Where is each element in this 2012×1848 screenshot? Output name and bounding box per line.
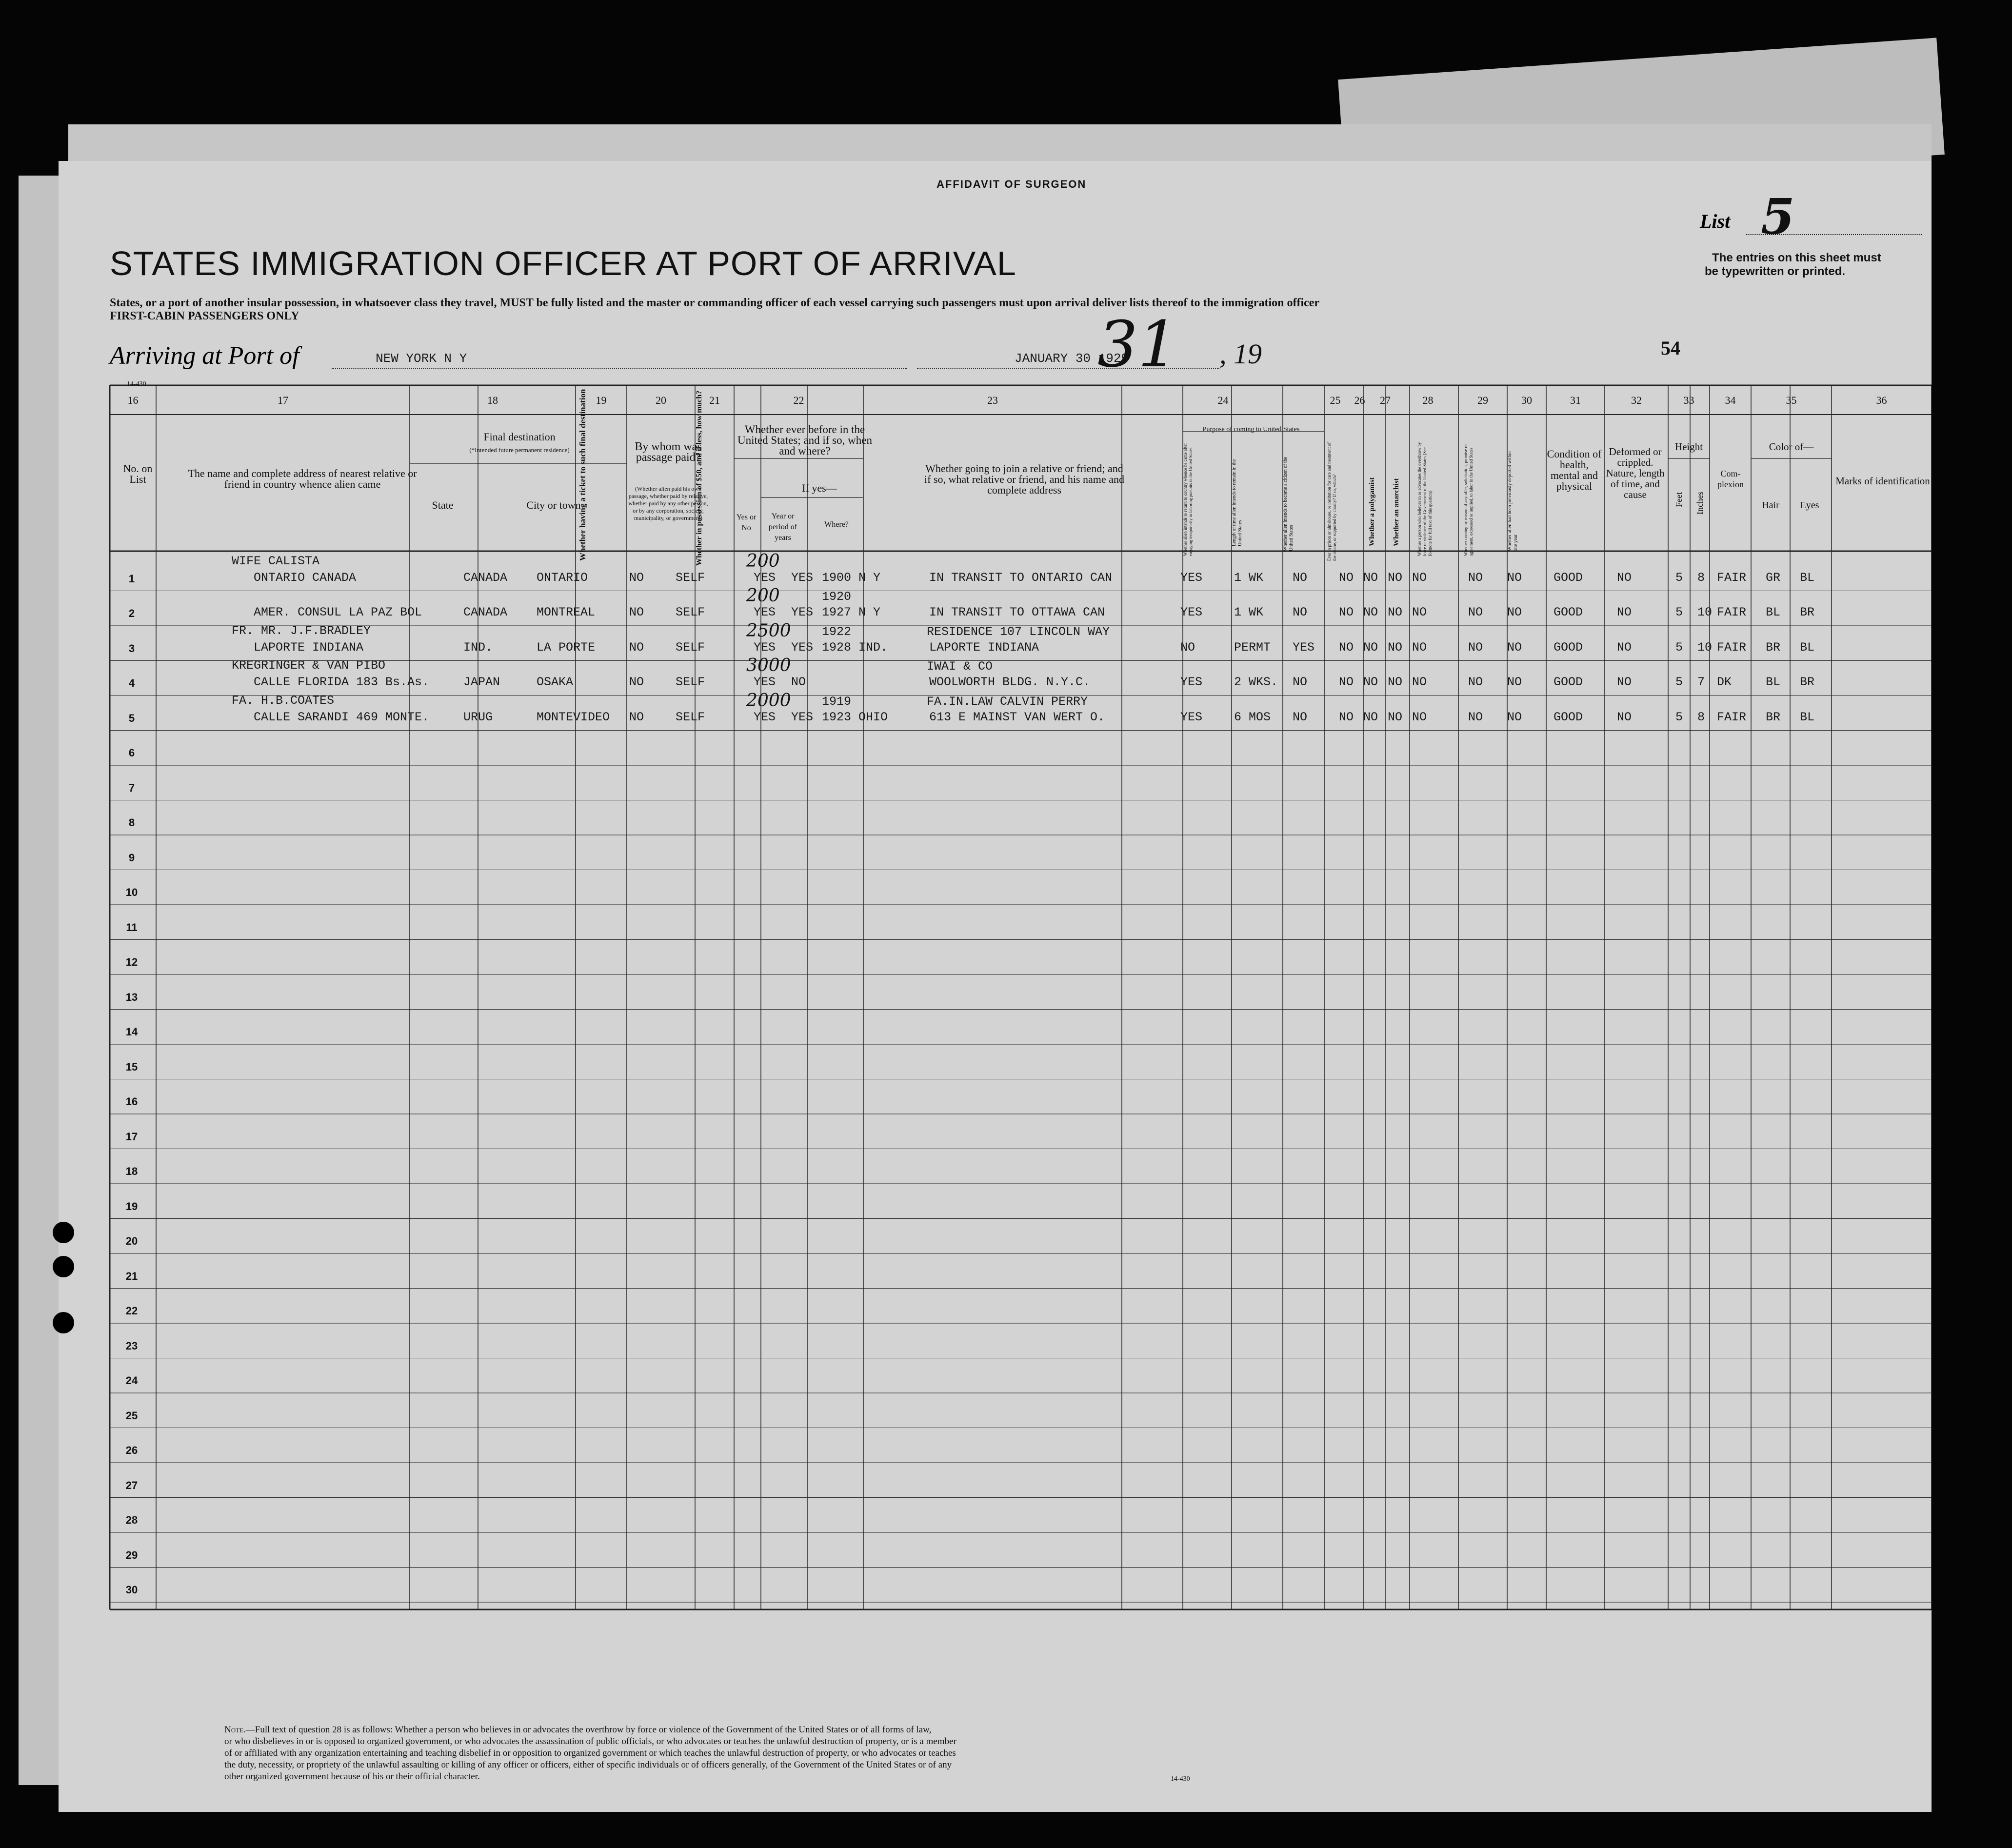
cell-join-2: IN TRANSIT TO OTTAWA CAN [929, 605, 1105, 619]
row-number: 1 [128, 572, 135, 585]
footnote-text-4: the duty, necessity, or propriety of the unlawful assaulting or killing of any officer or officers, either of specific individuals or of officers generally, of the Government of the United States or of any [224, 1760, 952, 1770]
cell-complexion: DK [1717, 675, 1732, 689]
page-title: STATES IMMIGRATION OFFICER AT PORT OF ARRIVAL [110, 244, 1016, 282]
hdr-purpose-c: Whether alien intends to become a citizen of the United States [1283, 457, 1294, 551]
cell-money-handwritten: 200 [746, 586, 780, 606]
row-number: 23 [125, 1339, 138, 1352]
cell-c28: NO [1412, 640, 1427, 655]
cell-p-a: YES [1180, 605, 1203, 619]
hdr-purpose-b: Length of time alien intends to remain in the United States [1232, 459, 1243, 546]
cell-c29: NO [1468, 605, 1483, 619]
cell-year: 1928 [822, 640, 852, 655]
cell-paid: SELF [676, 570, 705, 585]
cell-c30: NO [1507, 640, 1522, 655]
binder-hole [53, 1222, 74, 1243]
row-number: 21 [125, 1270, 138, 1282]
cell-ticket: NO [629, 640, 644, 655]
cell-p-a: YES [1180, 675, 1203, 689]
hdr-money: Whether in possession of $50, and if less, how much? [695, 390, 703, 566]
cell-eyes: BL [1800, 570, 1815, 585]
cell-c25: NO [1339, 570, 1354, 585]
cell-c27: NO [1388, 675, 1403, 689]
column-number: 20 [656, 394, 666, 406]
hdr-by-whom-note: (Whether alien paid his own passage, whether paid by relative, whether paid by any other person, or by any corporation, society, municipality, or government) [628, 485, 708, 521]
cell-city: ONTARIO [537, 570, 588, 585]
cell-year: 1923 [822, 710, 852, 724]
hdr-polygamist: Whether a polygamist [1368, 477, 1376, 546]
list-label: List [1700, 210, 1731, 232]
list-number: 5 [1761, 188, 1795, 245]
cell-money-handwritten: 3000 [746, 656, 791, 676]
hdr-city: City or town [526, 499, 581, 511]
cell-inches: 8 [1697, 710, 1705, 724]
cell-before: YES [791, 710, 814, 724]
cell-p-c: NO [1293, 605, 1308, 619]
cell-relative-1: WIFE CALISTA [232, 554, 320, 568]
row-number: 9 [128, 851, 135, 864]
footnote-text-1: —Full text of question 28 is as follows: Whether a person who believes in or advocates the overthrow by force or violence of the Government of the United States or of all forms of law, [245, 1725, 932, 1735]
cell-ticket: NO [629, 605, 644, 619]
column-number: 30 [1521, 394, 1532, 406]
cell-inches: 10 [1697, 605, 1713, 619]
row-number: 2 [128, 607, 135, 619]
cell-p-a: YES [1180, 570, 1203, 585]
footnote-text-3: of or affiliated with any organization entertaining and teaching disbelief in or opposition to organized government or which teaches the unlawful destruction of property, or who advocates or teaches [224, 1748, 956, 1758]
column-number: 26 [1354, 394, 1365, 406]
hdr-marks: Marks of identification [1835, 475, 1930, 487]
cell-join-2: IN TRANSIT TO ONTARIO CAN [929, 570, 1113, 585]
date-underline [917, 368, 1219, 369]
cell-state: CANADA [463, 570, 508, 585]
instruction-text: States, or a port of another insular possession, in whatsoever class they travel, MUST be fully listed and the master or commanding officer of each vessel carrying such passengers must upon arrival deliver lists thereof to the immigration officer [110, 297, 1320, 309]
cell-complexion: FAIR [1717, 710, 1747, 724]
hdr-final-destination-note: (*Intended future permanent residence) [469, 446, 570, 454]
column-number: 33 [1683, 394, 1694, 406]
row-number: 25 [125, 1409, 138, 1422]
column-number: 17 [278, 394, 288, 406]
cell-c30: NO [1507, 570, 1522, 585]
hdr-where: Where? [824, 520, 849, 529]
typewritten-note-1: The entries on this sheet must [1712, 251, 1881, 264]
footnote [224, 1724, 956, 1783]
cell-hair: BL [1766, 605, 1781, 619]
cell-inches: 7 [1697, 675, 1705, 689]
cell-paid: SELF [676, 710, 705, 724]
cell-c25: NO [1339, 605, 1354, 619]
cell-paid: SELF [676, 675, 705, 689]
cell-c29: NO [1468, 570, 1483, 585]
cell-deformed: NO [1617, 710, 1632, 724]
cell-p-b: 1 WK [1234, 605, 1264, 619]
cell-feet: 5 [1675, 710, 1683, 724]
row-number: 22 [125, 1305, 138, 1317]
cell-where: OHIO [858, 710, 888, 724]
cell-eyes: BR [1800, 605, 1815, 619]
row-number: 18 [125, 1165, 138, 1177]
row-number: 7 [128, 781, 135, 794]
cell-c26: NO [1363, 640, 1378, 655]
cell-p-b: 6 MOS [1234, 710, 1271, 724]
row-number: 15 [125, 1060, 138, 1073]
cell-ticket: NO [629, 570, 644, 585]
row-number: 13 [125, 991, 138, 1003]
cell-money: YES [754, 675, 776, 689]
column-number: 25 [1330, 394, 1341, 406]
cell-eyes: BL [1800, 710, 1815, 724]
cell-city: LA PORTE [537, 640, 596, 655]
cell-where: IND. [858, 640, 888, 655]
column-number: 36 [1876, 394, 1887, 406]
row-number: 17 [125, 1130, 138, 1143]
row-number: 28 [125, 1514, 138, 1526]
cell-hair: BR [1766, 710, 1781, 724]
column-number: 28 [1422, 394, 1434, 406]
cell-ticket: NO [629, 675, 644, 689]
cell-p-c: NO [1293, 570, 1308, 585]
cell-p-b: PERMT [1234, 640, 1271, 655]
cell-c26: NO [1363, 710, 1378, 724]
row-number: 8 [128, 816, 135, 829]
list-underline [1746, 234, 1922, 235]
form-number-bottom: 14-430 [1171, 1775, 1190, 1783]
cell-before: YES [791, 570, 814, 585]
table-grid [59, 161, 1932, 1812]
column-number: 16 [127, 394, 139, 406]
cell-join-2: WOOLWORTH BLDG. N.Y.C. [929, 675, 1091, 689]
column-number: 21 [709, 394, 720, 406]
footnote-label: Note. [224, 1725, 246, 1735]
hdr-if-yes: If yes— [802, 482, 837, 494]
hdr-inches: Inches [1695, 492, 1705, 515]
row-number: 24 [125, 1374, 138, 1387]
cell-money: YES [754, 570, 776, 585]
cell-where: N Y [858, 570, 881, 585]
cell-relative-2: AMER. CONSUL LA PAZ BOL [254, 605, 422, 619]
cell-city: MONTEVIDEO [537, 710, 610, 724]
cell-eyes: BR [1800, 675, 1815, 689]
form-number-top: 14-430 [127, 380, 146, 388]
row-number: 5 [128, 712, 135, 724]
cell-c27: NO [1388, 640, 1403, 655]
row-number: 29 [125, 1549, 138, 1561]
row-number: 4 [128, 677, 135, 689]
cell-c28: NO [1412, 605, 1427, 619]
footnote-text-2: or who disbelieves in or is opposed to organized government, or who advocates the assassination of public officials, or who advocates or teaches the unlawful destruction of property, or is a member [224, 1736, 956, 1747]
cell-p-a: NO [1180, 640, 1195, 655]
cell-deformed: NO [1617, 640, 1632, 655]
row-number: 6 [128, 747, 135, 759]
cell-relative-1: FA. H.B.COATES [232, 693, 335, 708]
hdr-hair: Hair [1762, 500, 1779, 511]
row-number: 11 [126, 921, 138, 934]
cell-complexion: FAIR [1717, 605, 1747, 619]
cell-health: GOOD [1554, 675, 1583, 689]
column-number: 24 [1217, 394, 1229, 406]
cell-city: MONTREAL [537, 605, 596, 619]
cell-p-c: NO [1293, 675, 1308, 689]
hdr-by-whom: By whom was passage paid? [635, 440, 702, 464]
cell-p-b: 1 WK [1234, 570, 1264, 585]
cell-join-2: LAPORTE INDIANA [929, 640, 1039, 655]
cell-hair: BL [1766, 675, 1781, 689]
cell-relative-1: KREGRINGER & VAN PIBO [232, 658, 386, 673]
cell-c25: NO [1339, 710, 1354, 724]
hdr-relative: The name and complete address of nearest relative or friend in country whence alien came [188, 467, 417, 490]
column-number: 23 [987, 394, 998, 406]
cell-c29: NO [1468, 640, 1483, 655]
hdr-ticket: Whether having a ticket to such final destination [578, 389, 587, 561]
cell-feet: 5 [1675, 570, 1683, 585]
cell-inches: 10 [1697, 640, 1713, 655]
row-number: 20 [125, 1235, 138, 1247]
cell-complexion: FAIR [1717, 640, 1747, 655]
cell-c26: NO [1363, 605, 1378, 619]
row-number: 12 [125, 956, 138, 968]
cell-state: IND. [463, 640, 493, 655]
arrival-date: JANUARY 30 1929 [1015, 351, 1129, 366]
row-number: 30 [125, 1584, 138, 1596]
cell-c26: NO [1363, 675, 1378, 689]
cell-health: GOOD [1554, 605, 1583, 619]
cell-join-2: 613 E MAINST VAN WERT O. [929, 710, 1105, 724]
cell-c26: NO [1363, 570, 1378, 585]
cell-c29: NO [1468, 675, 1483, 689]
hdr-health: Condition of health, mental and physical [1547, 448, 1602, 492]
hdr-height: Height [1674, 441, 1703, 453]
cell-money-handwritten: 2000 [746, 690, 791, 711]
binder-hole [53, 1256, 74, 1277]
affidavit-heading: AFFIDAVIT OF SURGEON [936, 178, 1087, 190]
arriving-label: Arriving at Port of [110, 342, 299, 370]
cell-money-handwritten: 2500 [746, 620, 791, 641]
sheet-number: 54 [1661, 337, 1680, 359]
cell-year-1: 1919 [822, 694, 852, 709]
column-number: 27 [1380, 394, 1391, 406]
cell-relative-1: FR. MR. J.F.BRADLEY [232, 623, 371, 638]
cell-join-1: FA.IN.LAW CALVIN PERRY [927, 694, 1088, 709]
cell-money: YES [754, 710, 776, 724]
cell-complexion: FAIR [1717, 570, 1747, 585]
hdr-complexion: Com-plexion [1717, 469, 1744, 489]
cell-before: YES [791, 640, 814, 655]
cell-feet: 5 [1675, 605, 1683, 619]
hdr-q29: Whether coming by reason of any offer, solicitation, promise or agreement, expressed or implied, to labor in the United States [1463, 444, 1474, 556]
hdr-no-on-list: No. on List [123, 462, 153, 485]
hdr-join-relative: Whether going to join a relative or friend; and if so, what relative or friend, and his name and complete address [924, 462, 1124, 496]
cell-money: YES [754, 640, 776, 655]
cell-before: NO [791, 675, 806, 689]
cell-hair: BR [1766, 640, 1781, 655]
cell-inches: 8 [1697, 570, 1705, 585]
cell-c30: NO [1507, 605, 1522, 619]
cell-eyes: BL [1800, 640, 1815, 655]
cell-year: 1927 [822, 605, 852, 619]
footnote-text-5: other organized government because of his or their official character. [224, 1771, 480, 1782]
cell-join-1: IWAI & CO [927, 659, 993, 674]
manifest-sheet [59, 161, 1932, 1812]
cell-relative-2: CALLE FLORIDA 183 Bs.As. [254, 675, 430, 689]
column-number: 34 [1725, 394, 1736, 406]
hdr-feet: Feet [1674, 492, 1684, 507]
cell-c28: NO [1412, 570, 1427, 585]
cell-p-b: 2 WKS. [1234, 675, 1278, 689]
hdr-before-us: Whether ever before in the United States; and if so, when and where? [737, 423, 872, 457]
row-number: 14 [125, 1026, 138, 1038]
cell-p-a: YES [1180, 710, 1203, 724]
cell-year-1: 1922 [822, 624, 852, 639]
cell-ticket: NO [629, 710, 644, 724]
hdr-year-period: Year or period of years [768, 512, 797, 542]
year-label: , 19 [1219, 338, 1262, 370]
cell-c28: NO [1412, 675, 1427, 689]
hdr-prison: Ever in prison or almshouse, or institution for care and treatment of the insane, or supported by charity? If so, which? [1327, 442, 1337, 561]
hdr-anarchist: Whether an anarchist [1393, 478, 1400, 546]
cell-c27: NO [1388, 605, 1403, 619]
cell-health: GOOD [1554, 570, 1583, 585]
cell-feet: 5 [1675, 640, 1683, 655]
cell-state: URUG [463, 710, 493, 724]
cell-year-1: 1920 [822, 590, 852, 604]
row-number: 10 [125, 886, 138, 898]
cell-relative-2: CALLE SARANDI 469 MONTE. [254, 710, 430, 724]
hdr-purpose: Purpose of coming to United States [1202, 426, 1300, 433]
cell-state: CANADA [463, 605, 508, 619]
hdr-q30: Whether alien had been previously deported within one year [1507, 451, 1518, 551]
column-number: 35 [1786, 394, 1797, 406]
cell-deformed: NO [1617, 675, 1632, 689]
class-note: FIRST-CABIN PASSENGERS ONLY [110, 310, 299, 322]
column-number: 31 [1570, 394, 1581, 406]
row-number: 3 [128, 642, 135, 655]
cell-relative-2: ONTARIO CANADA [254, 570, 357, 585]
cell-p-c: NO [1293, 710, 1308, 724]
cell-c28: NO [1412, 710, 1427, 724]
cell-city: OSAKA [537, 675, 574, 689]
cell-paid: SELF [676, 605, 705, 619]
column-number: 19 [596, 394, 607, 406]
cell-c25: NO [1339, 675, 1354, 689]
cell-feet: 5 [1675, 675, 1683, 689]
cell-paid: SELF [676, 640, 705, 655]
cell-c25: NO [1339, 640, 1354, 655]
cell-state: JAPAN [463, 675, 500, 689]
cell-join-1: RESIDENCE 107 LINCOLN WAY [927, 624, 1110, 639]
column-number: 18 [487, 394, 498, 406]
row-number: 27 [125, 1479, 138, 1491]
cell-deformed: NO [1617, 570, 1632, 585]
cell-c29: NO [1468, 710, 1483, 724]
arrival-date-correction: 31 [1097, 307, 1178, 381]
hdr-purpose-a: Whether alien intends to return to country whence he came after engaging temporarily in laboring pursuits in the United States [1183, 443, 1193, 556]
hdr-eyes: Eyes [1800, 500, 1819, 511]
port-name: NEW YORK N Y [376, 351, 467, 366]
cell-p-c: YES [1293, 640, 1315, 655]
column-number: 22 [793, 394, 804, 406]
port-underline [332, 368, 907, 369]
hdr-final-destination: Final destination [483, 431, 556, 443]
cell-money-handwritten: 200 [746, 551, 780, 571]
row-number: 16 [125, 1095, 138, 1108]
cell-money: YES [754, 605, 776, 619]
cell-health: GOOD [1554, 710, 1583, 724]
hdr-deformed: Deformed or crippled. Nature, length of time, and cause [1606, 446, 1665, 500]
cell-c30: NO [1507, 675, 1522, 689]
cell-c27: NO [1388, 570, 1403, 585]
hdr-state: State [432, 499, 454, 511]
cell-where: N Y [858, 605, 881, 619]
cell-deformed: NO [1617, 605, 1632, 619]
cell-hair: GR [1766, 570, 1781, 585]
cell-health: GOOD [1554, 640, 1583, 655]
hdr-color-of: Color of— [1769, 441, 1814, 453]
cell-before: YES [791, 605, 814, 619]
column-number: 32 [1631, 394, 1642, 406]
hdr-yes-no: Yes or No [736, 513, 757, 532]
cell-year: 1900 [822, 570, 852, 585]
binder-hole [53, 1312, 74, 1333]
cell-relative-2: LAPORTE INDIANA [254, 640, 364, 655]
hdr-q28: Whether a person who believes in or advocates the overthrow by force or violence of the Government of the United States (See footnote for full text of this question) [1417, 442, 1433, 556]
cell-c30: NO [1507, 710, 1522, 724]
row-number: 19 [125, 1200, 138, 1212]
column-number: 29 [1477, 394, 1488, 406]
typewritten-note-2: be typewritten or printed. [1705, 265, 1846, 278]
row-number: 26 [125, 1444, 138, 1456]
cell-c27: NO [1388, 710, 1403, 724]
